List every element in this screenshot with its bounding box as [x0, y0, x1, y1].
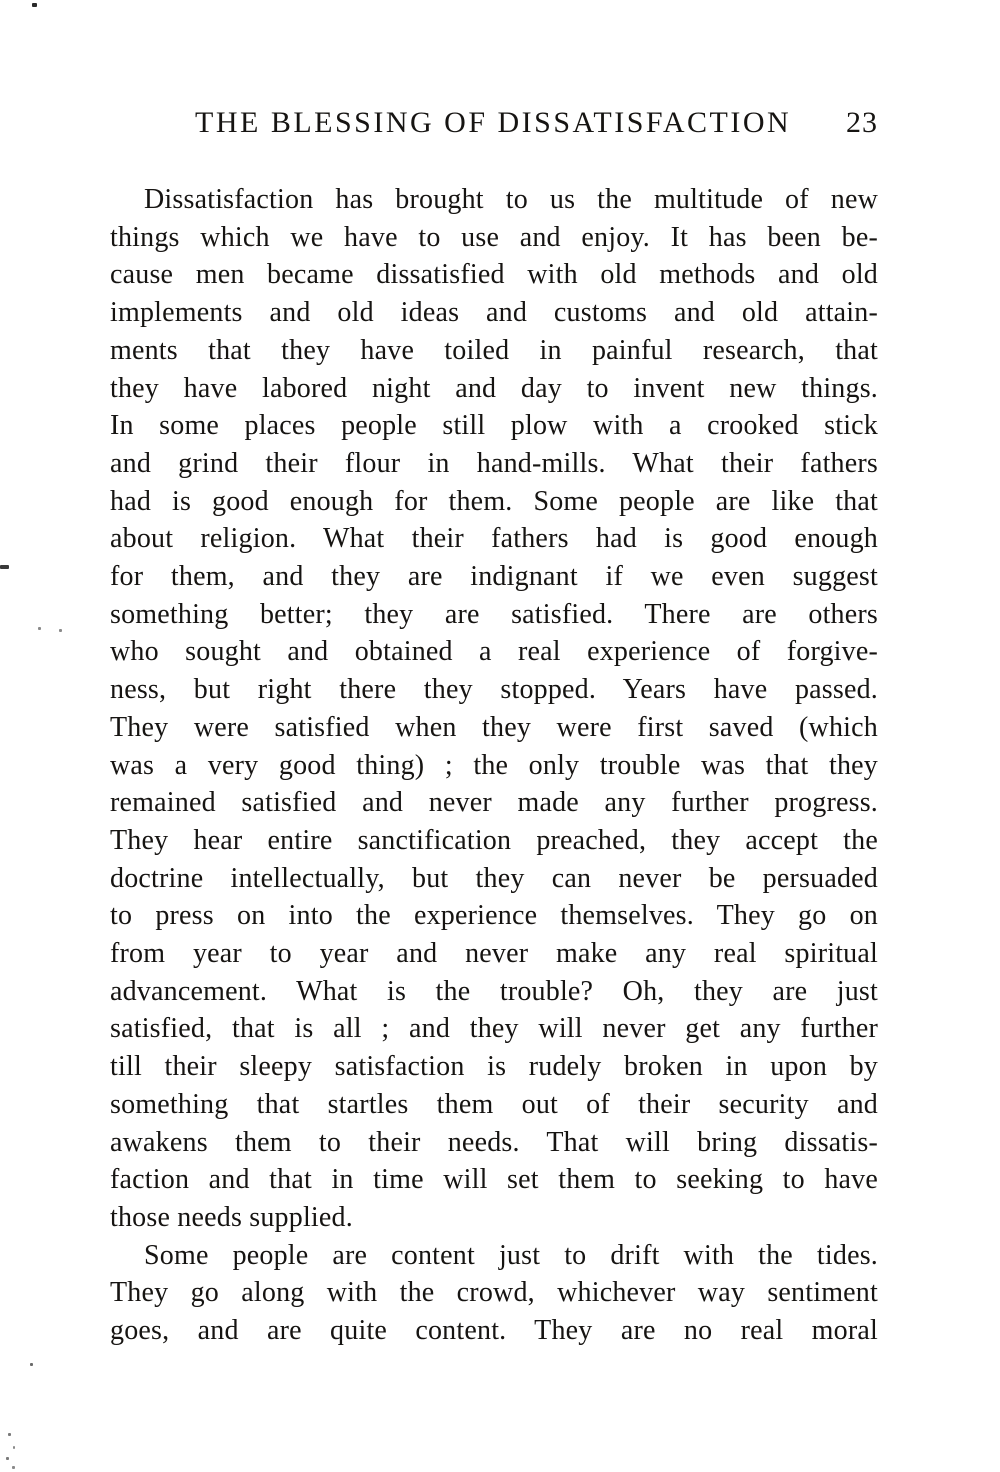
text-line: doctrine intellectually, but they can never be persuaded: [110, 862, 878, 894]
text-line: They go along with the crowd, whichever way sentiment: [110, 1277, 878, 1309]
text-line: advancement. What is the trouble? Oh, they are just: [110, 975, 878, 1007]
text-line: had is good enough for them. Some people are like that: [110, 485, 878, 517]
ink-speck: [38, 627, 41, 630]
text-line: They were satisfied when they were first saved (which: [110, 711, 878, 743]
text-line: those needs supplied.: [110, 1201, 353, 1233]
text-line: awakens them to their needs. That will bring dissatis-: [110, 1126, 878, 1158]
text-line: cause men became dissatisfied with old methods and old: [110, 259, 878, 291]
text-line: ness, but right there they stopped. Years have passed.: [110, 674, 878, 706]
page-body: [110, 181, 878, 1350]
ink-speck: [13, 1446, 15, 1449]
text-line: about religion. What their fathers had is good enough: [110, 523, 878, 555]
ink-speck: [8, 1433, 11, 1436]
text-line: was a very good thing) ; the only trouble was that they: [110, 749, 878, 781]
ink-speck: [32, 3, 37, 7]
ink-speck: [6, 1457, 9, 1460]
text-line: something better; they are satisfied. There are others: [110, 598, 878, 630]
text-line: ments that they have toiled in painful research, that: [110, 334, 878, 366]
ink-speck: [59, 629, 62, 632]
page-number: 23: [846, 106, 878, 139]
text-line: and grind their flour in hand-mills. What their fathers: [110, 447, 878, 479]
text-line: faction and that in time will set them to seeking to have: [110, 1164, 878, 1196]
paragraph: [110, 181, 878, 1237]
text-line: goes, and are quite content. They are no real moral: [110, 1315, 878, 1347]
running-header: [195, 106, 878, 140]
text-line: till their sleepy satisfaction is rudely broken in upon by: [110, 1051, 878, 1083]
ink-speck: [12, 1466, 15, 1469]
ink-speck: [30, 1363, 33, 1366]
text-line: for them, and they are indignant if we even suggest: [110, 561, 878, 593]
text-line: things which we have to use and enjoy. It has been be-: [110, 221, 878, 253]
text-line: they have labored night and day to invent new things.: [110, 372, 878, 404]
paragraph: [110, 1237, 878, 1350]
text-line: something that startles them out of their security and: [110, 1088, 878, 1120]
text-line: implements and old ideas and customs and old attain-: [110, 297, 878, 329]
ink-speck: [0, 565, 9, 569]
running-title: THE BLESSING OF DISSATISFACTION: [195, 106, 792, 139]
text-line: In some places people still plow with a crooked stick: [110, 410, 878, 442]
text-line: from year to year and never make any real spiritual: [110, 938, 878, 970]
text-line: satisfied, that is all ; and they will never get any further: [110, 1013, 878, 1045]
text-line: Dissatisfaction has brought to us the multitude of new: [144, 184, 878, 215]
text-line: who sought and obtained a real experience of forgive-: [110, 636, 878, 668]
text-line: They hear entire sanctification preached, they accept the: [110, 824, 878, 856]
text-line: remained satisfied and never made any further progress.: [110, 787, 878, 819]
text-line: Some people are content just to drift with the tides.: [144, 1239, 878, 1271]
text-line: to press on into the experience themselves. They go on: [110, 900, 878, 932]
